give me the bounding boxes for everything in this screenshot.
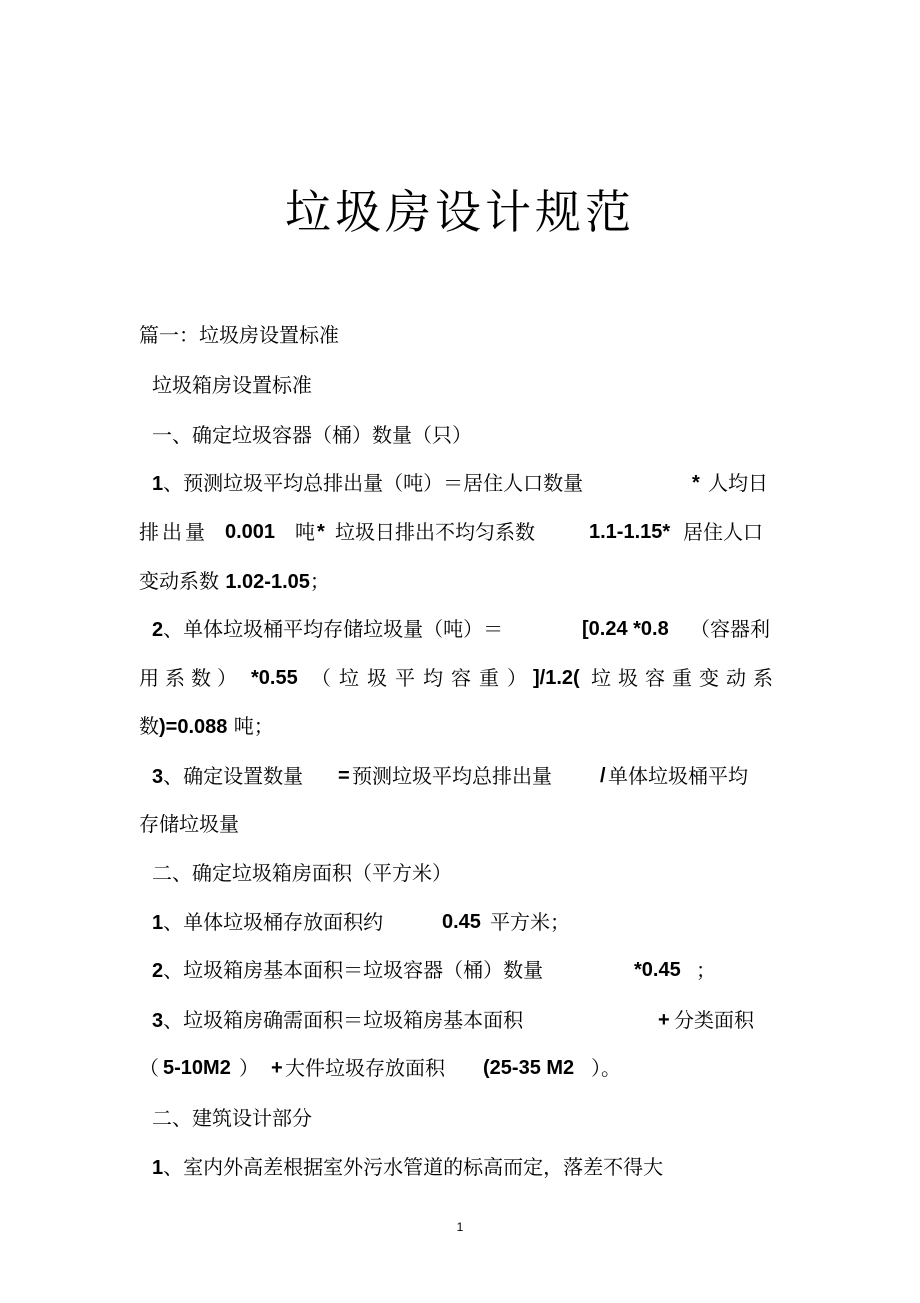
text: 大件垃圾存放面积 [285, 1056, 445, 1080]
symbol: = [338, 765, 350, 787]
text: （垃圾平均容重） [311, 666, 535, 690]
text: 一、确定垃圾容器（桶）数量（只） [152, 423, 472, 447]
text: 、垃圾箱房基本面积＝垃圾容器（桶）数量 [163, 958, 544, 982]
paragraph-line [139, 1053, 779, 1083]
number: )=0.088 [159, 716, 228, 738]
paragraph-line [139, 517, 779, 547]
text: 、单体垃圾桶平均存储垃圾量（吨）＝ [163, 617, 504, 641]
symbol: + [658, 1009, 670, 1031]
section-heading [139, 320, 339, 350]
text: ； [309, 569, 330, 593]
number: 1 [152, 473, 164, 495]
text: 、单体垃圾桶存放面积约 [163, 910, 384, 934]
symbol: / [600, 765, 606, 787]
text: 吨； [233, 714, 274, 738]
text: 垃圾容重变动系 [591, 666, 780, 690]
text: 、预测垃圾平均总排出量（吨）＝居住人口数量 [163, 471, 584, 495]
number: 1.1-1.15* [589, 521, 671, 543]
text: 平方米； [490, 910, 570, 934]
number: 1 [152, 1157, 164, 1179]
text: 、室内外高差根据室外污水管道的标高而定，落差不得大 [163, 1155, 664, 1179]
text: 变动系数 [139, 569, 219, 593]
text: 单体垃圾桶平均 [608, 764, 748, 788]
text: 分类面积 [674, 1008, 754, 1032]
symbol: * [692, 472, 700, 494]
text: 排出量 [139, 520, 208, 544]
symbol: + [271, 1057, 283, 1079]
text: （容器利 [690, 617, 770, 641]
number: *0.55 [251, 667, 298, 689]
number: 0.001 [225, 521, 276, 543]
text: 、确定设置数量 [163, 764, 304, 788]
number: 1.02-1.05 [225, 571, 310, 593]
paragraph-line [139, 566, 330, 597]
text: 、垃圾箱房确需面积＝垃圾箱房基本面积 [163, 1008, 524, 1032]
paragraph-line [152, 1152, 663, 1183]
paragraph-line [152, 1005, 782, 1036]
paragraph-line [152, 907, 782, 938]
paragraph-line [139, 809, 239, 839]
subheading [152, 370, 312, 400]
paragraph-line [152, 955, 782, 986]
paragraph-line [152, 614, 782, 645]
text: 存储垃圾量 [139, 812, 239, 836]
text: ； [696, 958, 716, 982]
number: 5-10M2 [163, 1057, 231, 1079]
text: 人均日 [708, 471, 768, 495]
paragraph-line [139, 663, 779, 693]
number: 2 [152, 619, 164, 641]
text: 预测垃圾平均总排出量 [352, 764, 552, 788]
heading-2 [152, 858, 452, 888]
number: ]/1.2( [533, 667, 580, 689]
text: 二、确定垃圾箱房面积（平方米） [152, 861, 452, 885]
number: 3 [152, 1010, 164, 1032]
number: *0.45 [634, 959, 681, 981]
paragraph-line [152, 468, 782, 499]
text: 篇一：垃圾房设置标准 [139, 323, 339, 347]
text: 吨 [295, 520, 315, 544]
symbol: * [317, 521, 325, 543]
document-title: 垃圾房设计规范 [285, 185, 635, 239]
number: 3 [152, 766, 164, 788]
page-number: 1 [456, 1220, 464, 1234]
text: 垃圾箱房设置标准 [152, 373, 312, 397]
number: 2 [152, 960, 164, 982]
paragraph-line [139, 711, 274, 742]
text: 用系数） [139, 666, 243, 690]
text: ）。 [591, 1056, 621, 1080]
text: 数 [139, 714, 159, 738]
text: 居住人口 [683, 520, 763, 544]
number: (25-35 M2 [483, 1057, 575, 1079]
number: 0.45 [442, 911, 481, 933]
text: 垃圾日排出不均匀系数 [335, 520, 535, 544]
number: 1 [152, 912, 164, 934]
text: （ [139, 1056, 159, 1080]
text: ） [239, 1056, 259, 1080]
paragraph-line [152, 761, 782, 792]
heading-1 [152, 420, 472, 450]
heading-3 [152, 1103, 312, 1133]
number: [0.24 *0.8 [582, 618, 669, 640]
text: 二、建筑设计部分 [152, 1106, 312, 1130]
